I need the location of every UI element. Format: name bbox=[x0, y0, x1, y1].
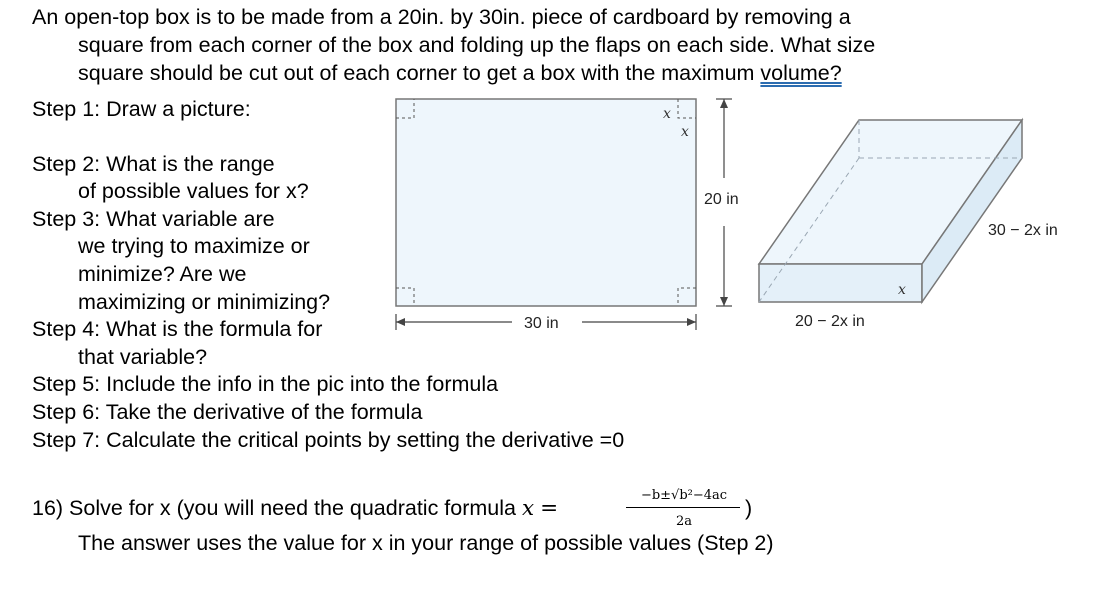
step-3-line-1: Step 3: What variable are bbox=[32, 207, 275, 231]
step-5: Step 5: Include the info in the pic into the formula bbox=[32, 372, 499, 396]
step-6: Step 6: Take the derivative of the formula bbox=[32, 400, 423, 424]
step-1: Step 1: Draw a picture: bbox=[32, 97, 251, 121]
problem-line-3-text: square should be cut out of each corner to get a box with the maximum bbox=[78, 61, 761, 85]
step-4-line-2: that variable? bbox=[78, 345, 208, 369]
step-3-line-4: maximizing or minimizing? bbox=[78, 290, 331, 314]
height-arrow-bottom bbox=[720, 297, 728, 306]
step-7: Step 7: Calculate the critical points by setting the derivative =0 bbox=[32, 428, 625, 452]
question-16-line-2: The answer uses the value for x in your range of possible values (Step 2) bbox=[78, 531, 774, 555]
step-2-line-2: of possible values for x? bbox=[78, 179, 309, 203]
cardboard-sheet bbox=[396, 99, 696, 306]
quadratic-equals: = bbox=[540, 496, 559, 521]
step-4-line-1: Step 4: What is the formula for bbox=[32, 317, 323, 341]
step-2-line-1: Step 2: What is the range bbox=[32, 152, 275, 176]
flat-x-side: x bbox=[681, 124, 689, 140]
problem-line-2: square from each corner of the box and folding up the flaps on each side. What size bbox=[78, 33, 876, 57]
quadratic-numerator: −b±√b²−4ac bbox=[640, 488, 728, 503]
box-width-label: 20 − 2x in bbox=[795, 313, 865, 330]
fraction-bar bbox=[626, 507, 740, 508]
height-arrow-top bbox=[720, 99, 728, 108]
width-arrow-right bbox=[687, 318, 696, 326]
step-3-line-3: minimize? Are we bbox=[78, 262, 247, 286]
height-label: 20 in bbox=[704, 191, 739, 208]
question-16-close-paren: ) bbox=[745, 496, 753, 520]
width-label: 30 in bbox=[524, 315, 559, 332]
question-16-text: 16) Solve for x (you will need the quadratic formula bbox=[32, 496, 522, 520]
volume-link[interactable]: volume? bbox=[760, 61, 842, 85]
quadratic-var: x bbox=[521, 496, 535, 521]
width-arrow-left bbox=[396, 318, 405, 326]
flat-x-top: x bbox=[663, 106, 671, 122]
box-x-label: x bbox=[898, 282, 906, 298]
question-16-line-1 bbox=[32, 495, 558, 522]
quadratic-denominator: 2a bbox=[675, 514, 693, 529]
step-3-line-2: we trying to maximize or bbox=[78, 234, 310, 258]
problem-line-1: An open-top box is to be made from a 20in. by 30in. piece of cardboard by removing a bbox=[32, 5, 851, 29]
box-length-label: 30 − 2x in bbox=[988, 222, 1058, 239]
